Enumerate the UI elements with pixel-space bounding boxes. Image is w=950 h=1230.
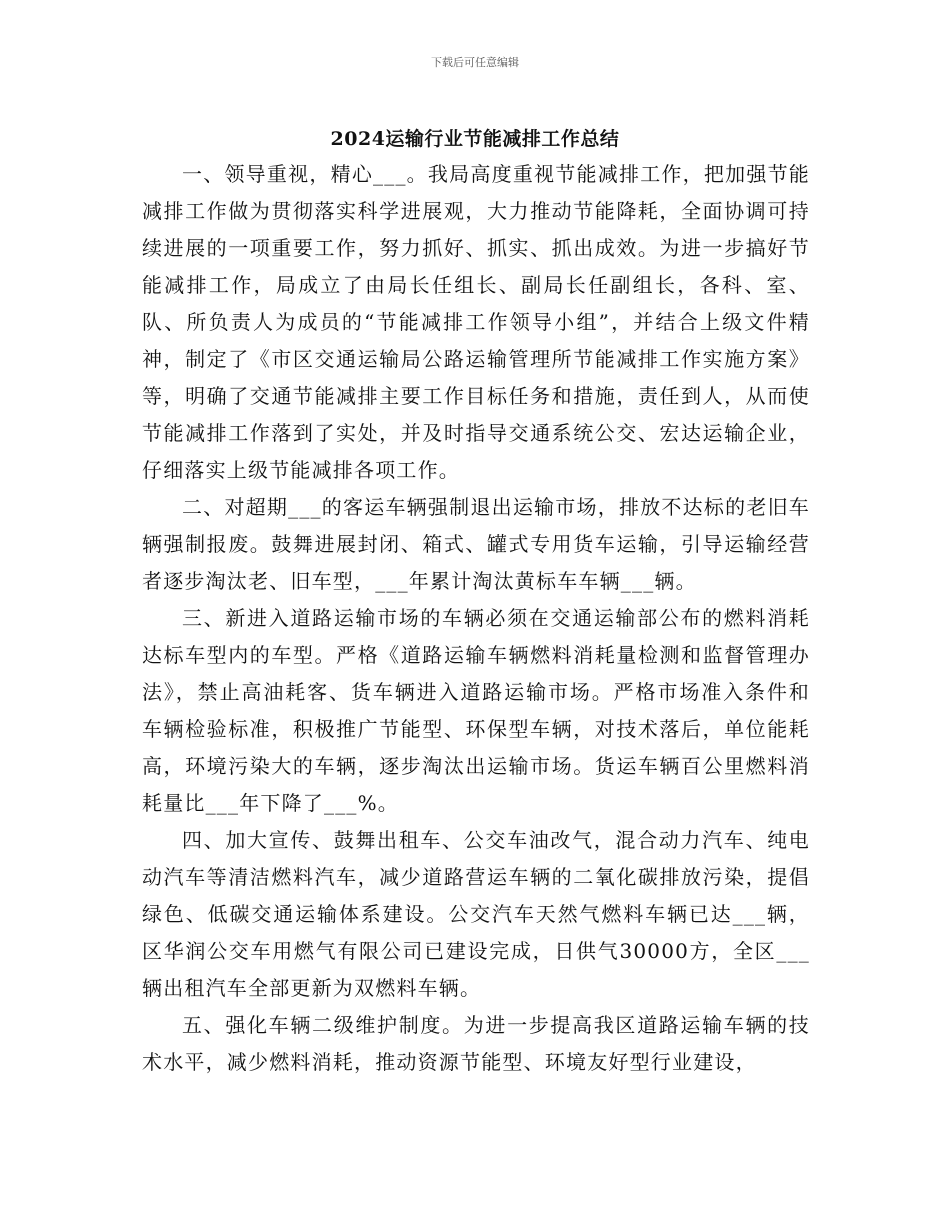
header-note: 下载后可任意编辑 (431, 56, 519, 69)
document-title: 2024运输行业节能减排工作总结 (330, 128, 620, 150)
paragraph-1: 一、领导重视，精心___。我局高度重视节能减排工作，把加强节能减排工作做为贯彻落实科学进展观，大力推动节能降耗，全面协调可持续进展的一项重要工作，努力抓好、抓实、抓出成效。为进一步搞好节能减排工作，局成立了由局长任组长、副局长任副组长，各科、室、队、所负责人为成员的“节能减排工作领导小组”，并结合上级文件精神，制定了《市区交通运输局公路运输管理所节能减排工作实施方案》等，明确了交通节能减排主要工作目标任务和措施，责任到人，从而使节能减排工作落到了实处，并及时指导交通系统公交、宏达运输企业，仔细落实上级节能减排各项工作。 (142, 162, 810, 482)
paragraph-3: 三、新进入道路运输市场的车辆必须在交通运输部公布的燃料消耗达标车型内的车型。严格《道路运输车辆燃料消耗量检测和监督管理办法》，禁止高油耗客、货车辆进入道路运输市场。严格市场准入条件和车辆检验标准，积极推广节能型、环保型车辆，对技术落后，单位能耗高，环境污染大的车辆，逐步淘汰出运输市场。货运车辆百公里燃料消耗量比___年下降了___%。 (142, 606, 810, 815)
paragraph-4: 四、加大宣传、鼓舞出租车、公交车油改气，混合动力汽车、纯电动汽车等清洁燃料汽车，减少道路营运车辆的二氧化碳排放污染，提倡绿色、低碳交通运输体系建设。公交汽车天然气燃料车辆已达___辆，区华润公交车用燃气有限公司已建设完成，日供气30000方，全区___辆出租汽车全部更新为双燃料车辆。 (142, 828, 810, 1000)
paragraph-5: 五、强化车辆二级维护制度。为进一步提高我区道路运输车辆的技术水平，减少燃料消耗，推动资源节能型、环境友好型行业建设， (142, 1013, 810, 1074)
paragraph-2: 二、对超期___的客运车辆强制退出运输市场，排放不达标的老旧车辆强制报废。鼓舞进展封闭、箱式、罐式专用货车运输，引导运输经营者逐步淘汰老、旧车型，___年累计淘汰黄标车车辆___辆。 (142, 495, 810, 593)
document-body (142, 156, 810, 1081)
